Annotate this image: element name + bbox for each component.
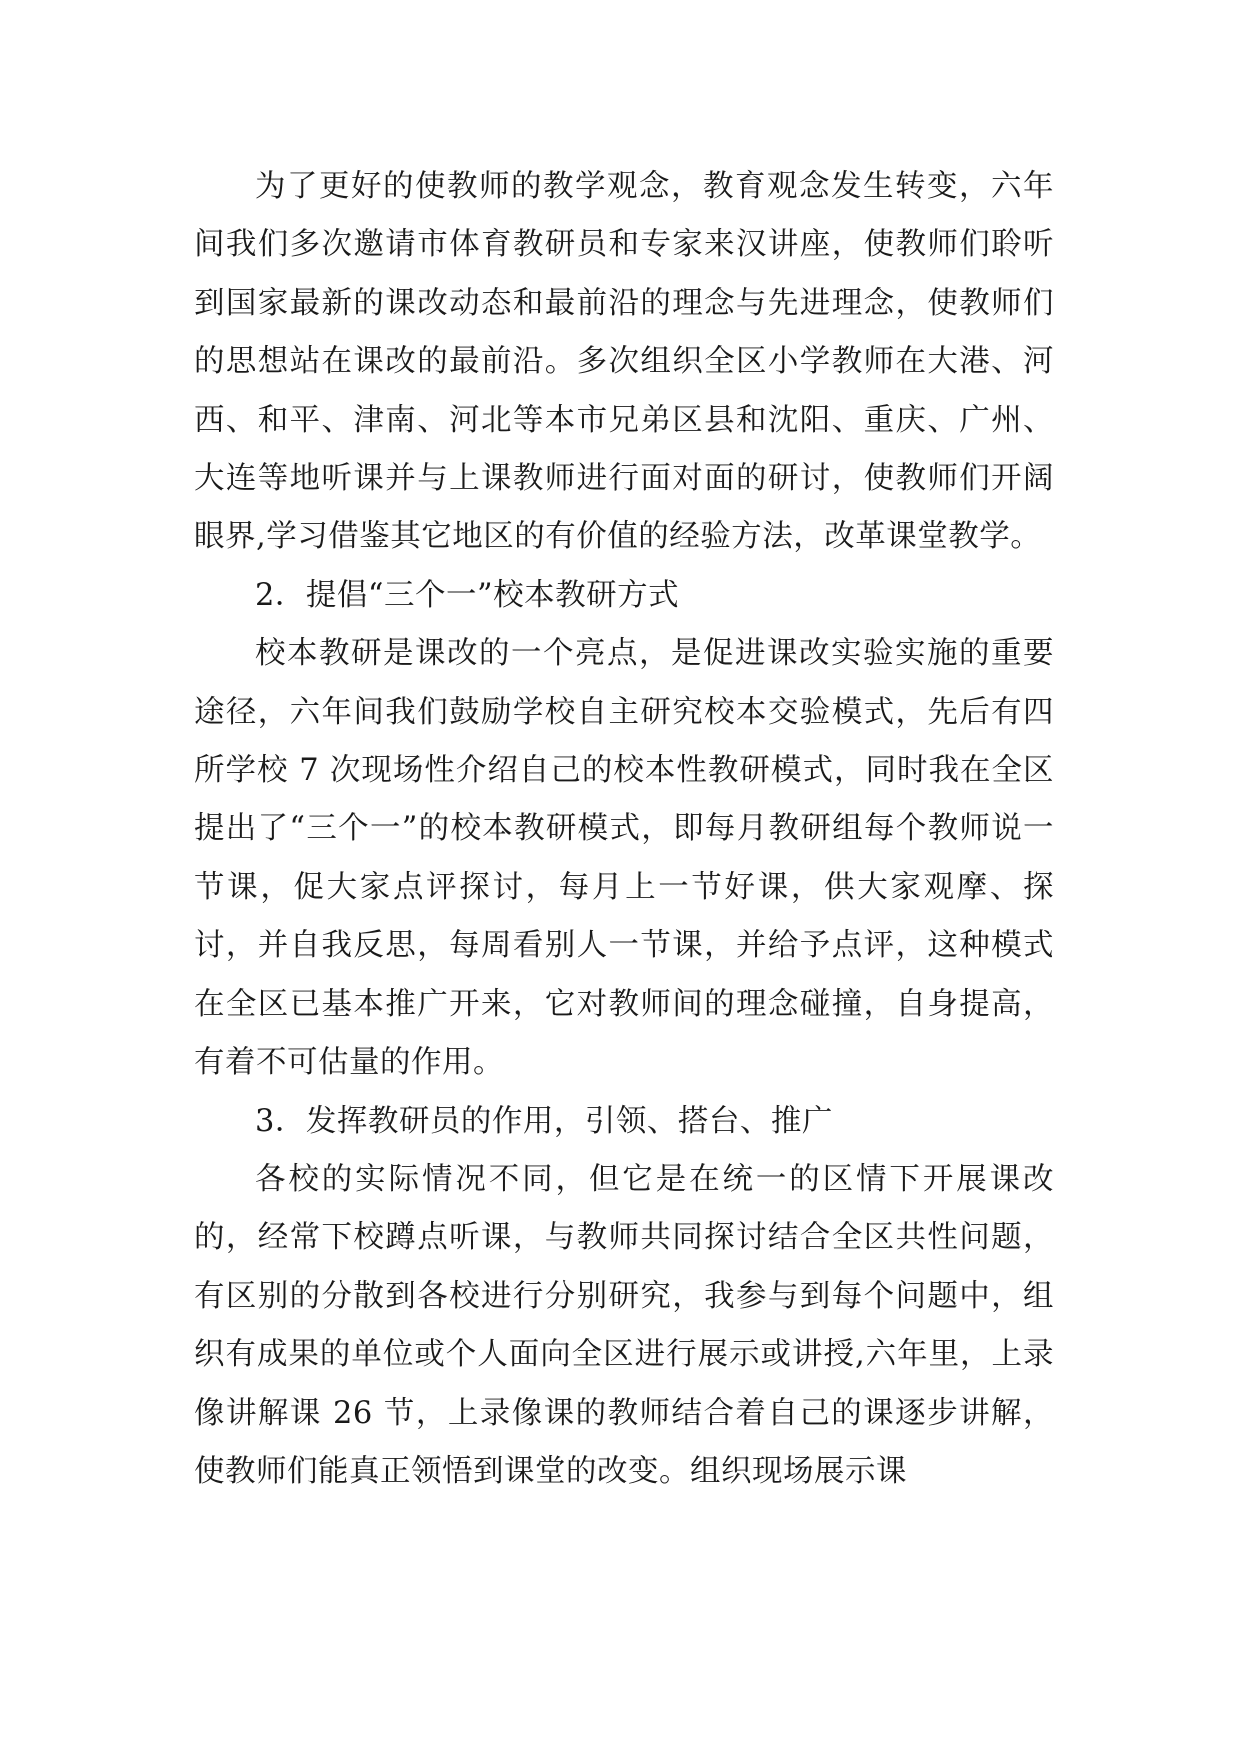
paragraph-school-research: 校本教研是课改的一个亮点，是促进课改实验实施的重要途径，六年间我们鼓励学校自主研究校本交验模式，先后有四所学校 7 次现场性介绍自己的校本性教研模式，同时我在全区提出了“三个一”的校本教研模式，即每月教研组每个教师说一节课，促大家点评探讨，每月上一节好课，供大家观摩、探讨，并自我反思，每周看别人一节课，并给予点评，这种模式在全区已基本推广开来，它对教师间的理念碰撞，自身提高，有着不可估量的作用。	[194, 636, 1054, 1081]
section-heading-researcher-role: 3．发挥教研员的作用，引领、搭台、推广	[255, 1103, 833, 1139]
document-body	[194, 158, 1054, 1501]
paragraph-teaching-concepts: 为了更好的使教师的教学观念，教育观念发生转变，六年间我们多次邀请市体育教研员和专家来汉讲座，使教师们聆听到国家最新的课改动态和最前沿的理念与先进理念，使教师们的思想站在课改的最前沿。多次组织全区小学教师在大港、河西、和平、津南、河北等本市兄弟区县和沈阳、重庆、广州、大连等地听课并与上课教师进行面对面的研讨，使教师们开阔眼界,学习借鉴其它地区的有价值的经验方法，改革课堂教学。	[194, 169, 1054, 555]
paragraph-researcher-role: 各校的实际情况不同，但它是在统一的区情下开展课改的，经常下校蹲点听课，与教师共同探讨结合全区共性问题，有区别的分散到各校进行分别研究，我参与到每个问题中，组织有成果的单位或个人面向全区进行展示或讲授,六年里，上录像讲解课 26 节，上录像课的教师结合着自己的课逐步讲解，使教师们能真正领悟到课堂的改变。组织现场展示课	[194, 1161, 1054, 1489]
section-heading-school-research: 2．提倡“三个一”校本教研方式	[255, 577, 680, 613]
